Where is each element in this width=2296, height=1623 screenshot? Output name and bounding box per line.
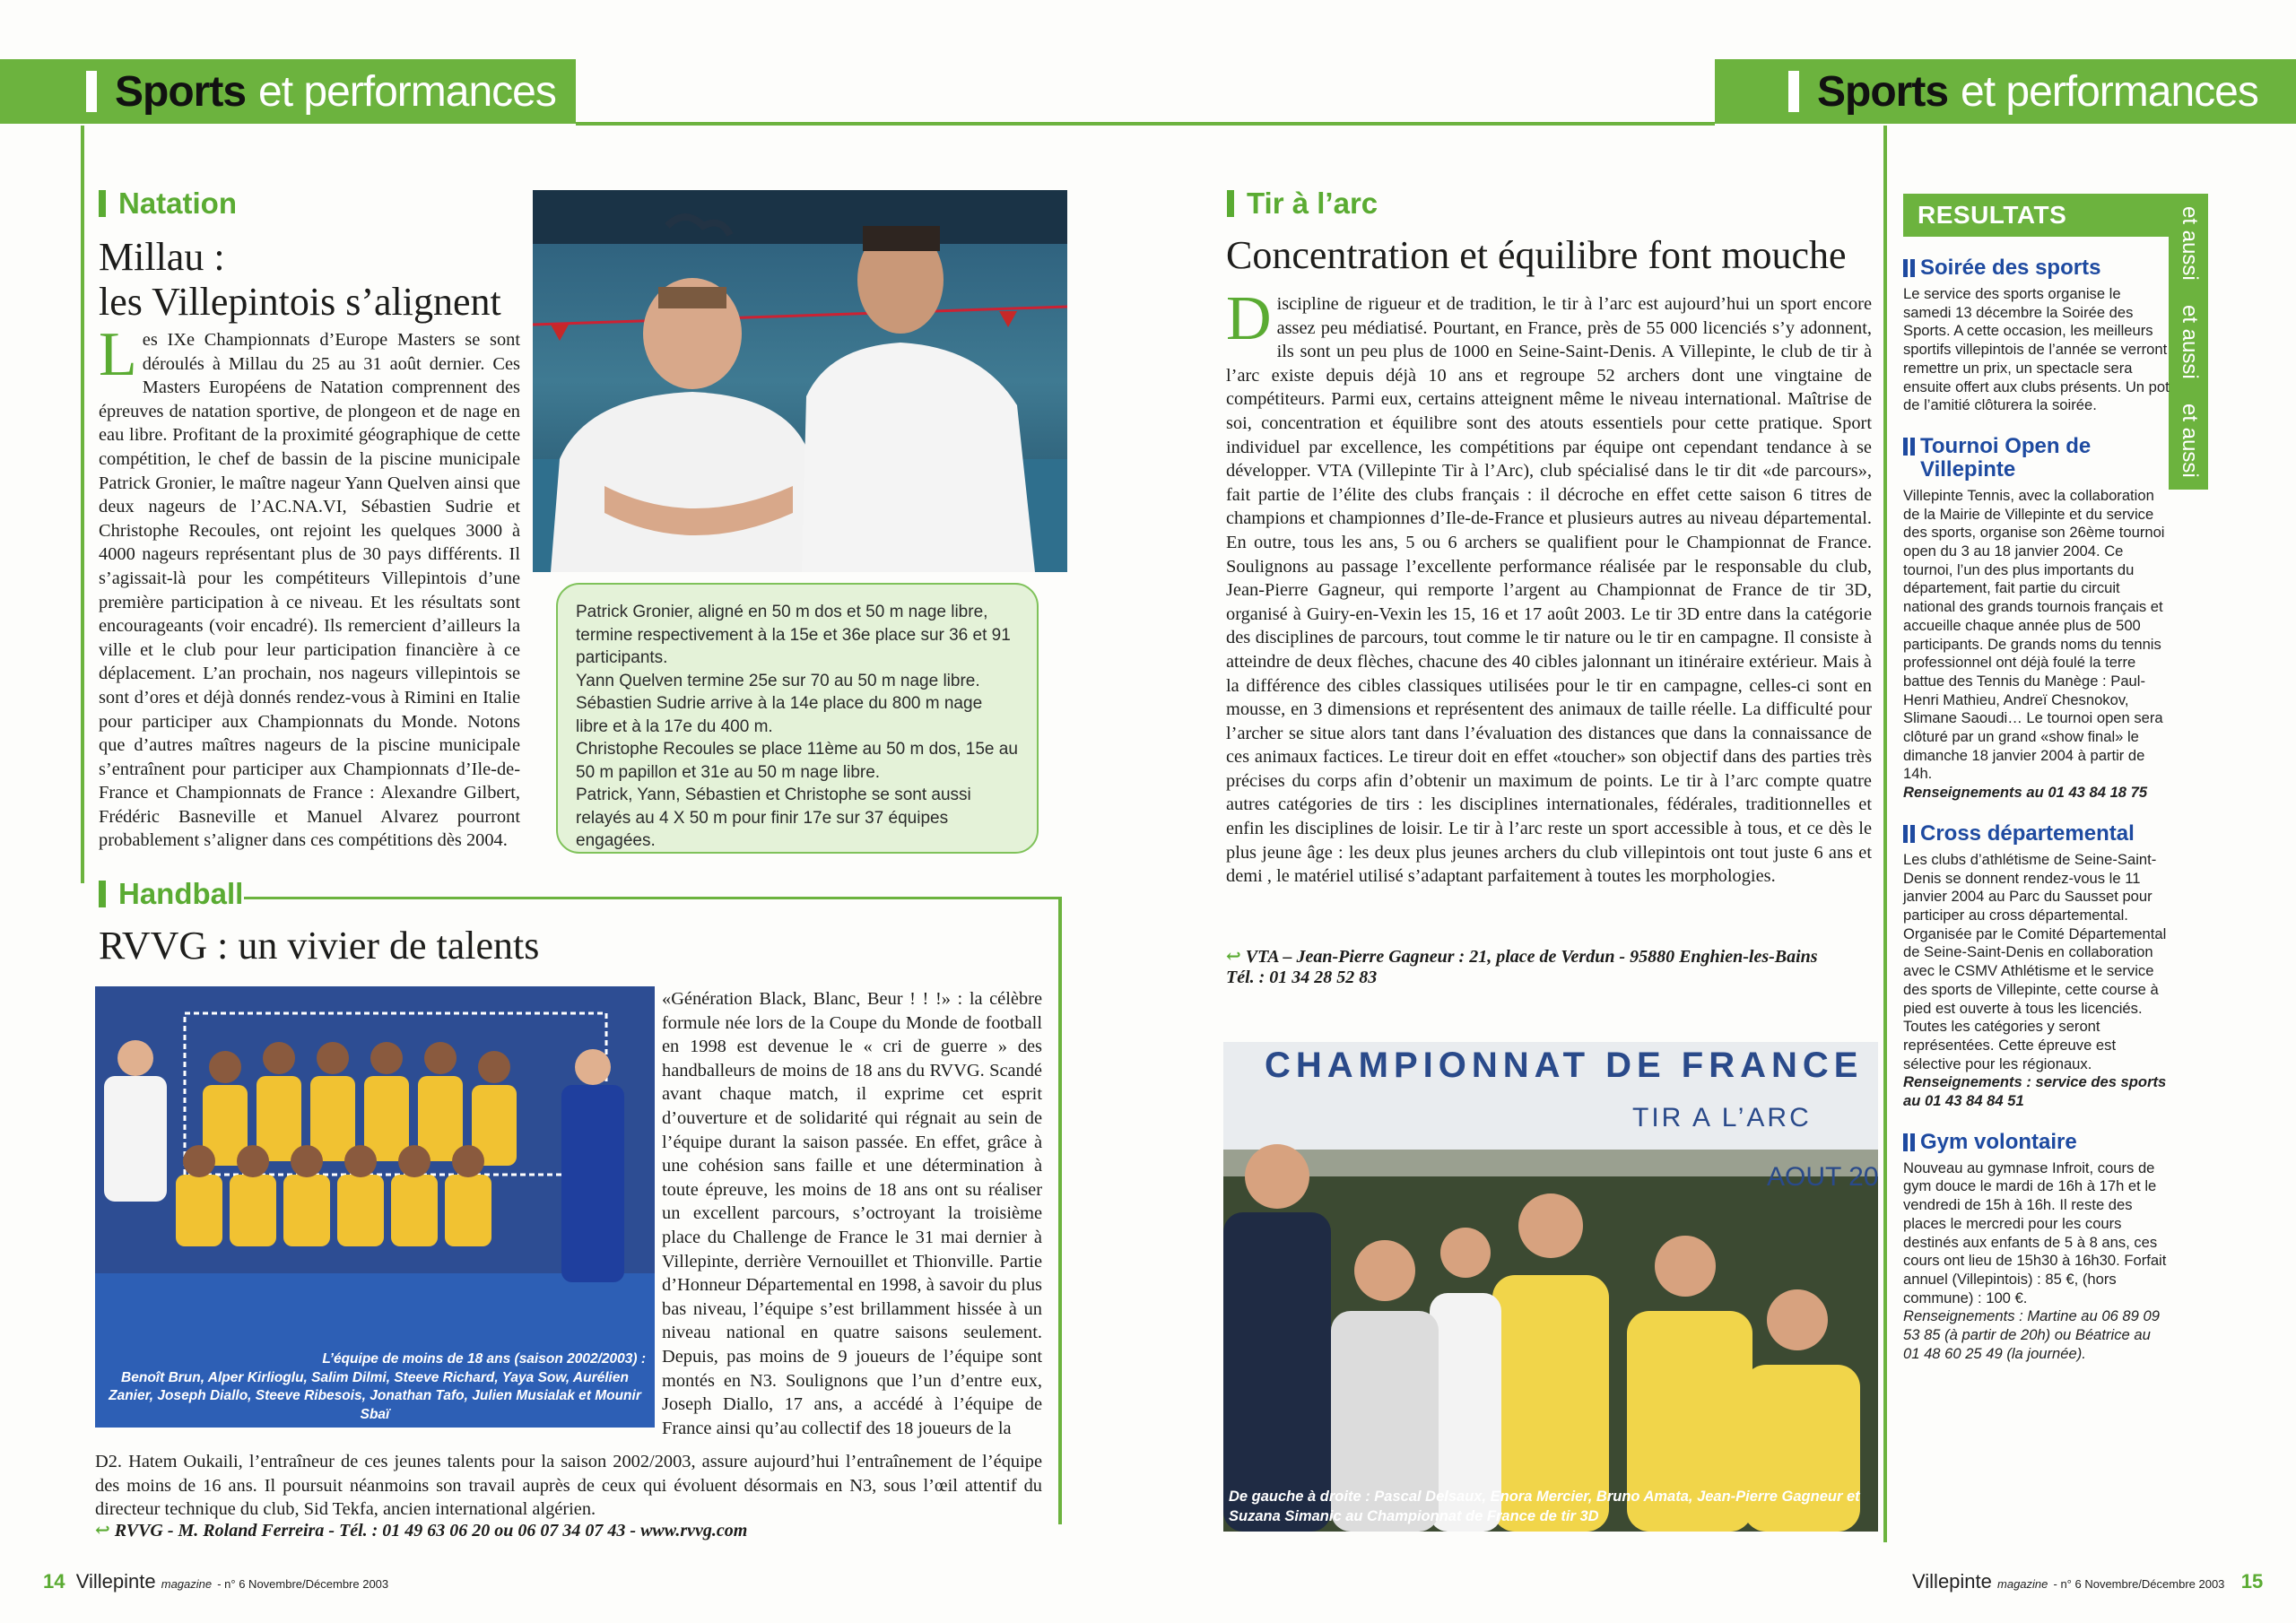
handball-right-rule: [1058, 897, 1062, 1524]
left-header-title: Sports et performances: [86, 59, 556, 124]
left-footer: 14 Villepinte magazine - n° 6 Novembre/Décembre 2003: [43, 1570, 389, 1593]
right-footer: Villepinte magazine - n° 6 Novembre/Décembre 2003 15: [1912, 1570, 2264, 1593]
handball-tag: Handball: [99, 877, 243, 911]
handball-headline: RVVG : un vivier de talents: [99, 924, 540, 968]
item-info-cross: Renseignements : service des sports au 01 43 84 84 51: [1903, 1073, 2167, 1110]
tir-body: Discipline de rigueur et de tradition, le tir à l’arc est aujourd’hui un sport encore assez peu médiatisé. Pourtant, en France, près de 55 000 licenciés s’y adonnent, ils sont un peu plus de 1000 en Seine-Saint-Denis. A Villepinte, le club de tir à l’arc existe depuis déjà 10 ans et regroupe 52 archers dont une vingtaine de compétiteurs. Parmi eux, certains atteignent même le niveau international. Maîtrise de soi, concentration et équilibre sont des atouts essentiels pour cette pratique. Sport individuel par excellence, les compétitions par équipe ont cependant tendance à se développer. VTA (Villepinte Tir à l’Arc), club spécialisé dans le tir dit «de parcours», fait partie de l’élite des clubs français : il décroche en effet cette saison 6 titres de champions et championnes d’Ile-de-France et plusieurs autres au niveau départemental. En outre, tous les ans, 5 ou 6 archers se qualifient pour le Championnat de France. Soulignons au passage l’excellente performance réalisée par le responsable du club, Jean-Pierre Gagneur, qui remporte l’argent au Championnat de France de tir 3D, organisé à Guiry-en-Vexin les 15, 16 et 17 août 2003. Le tir 3D entre dans la catégorie des disciplines de parcours, tout comme le tir nature ou le tir en campagne. Il consiste à atteindre de deux flèches, chacune des 40 cibles jalonnant un itinéraire extérieur. Mais à la différence des cibles classiques utilisées pour le tir en campagne, celles-ci sont en mousse, en 3 dimensions et représentent des animaux de taille réelle. La difficulté pour l’archer se situe alors tant dans l’évaluation des distances que dans la connaissance de ces animaux factices. Le tireur doit en effet «toucher» son objectif dans des parties très précises du corps afin d’obtenir un maximum de points. Le tir à l’arc compte quatre autres catégories de tirs : les disciplines internationales, fédérales, traditionnelles et enfin les disciplines de loisir. Le tir à l’arc reste un sport accessible à tous, et ce dès le plus jeune âge : les deux plus jeunes archers du club villepintois ont tout juste 6 ans et demi , le matériel utilisé s’adaptant parfaitement à toutes les morphologies.: [1226, 284, 1872, 887]
tir-contact: ↩ VTA – Jean-Pierre Gagneur : 21, place de Verdun - 95880 Enghien-les-Bains Tél. : 01 34 28 52 83: [1226, 947, 1818, 987]
natation-body: Les IXe Championnats d’Europe Masters se sont déroulés à Millau du 25 au 31 août dernier. Ces Masters Européens de Natation comprennent des épreuves de natation sportive, de plongeon et de nage en eau libre. Profitant de la proximité géographique de cette compétition, le chef de bassin de la piscine municipale Patrick Gronier, le maître nageur Yann Quelven ainsi que deux nageurs de l’AC.NA.VI, Sébastien Sudrie et Christophe Recoules, ont rejoint les quelques 3000 à 4000 nageurs représentant plus de 30 pays différents. Il s’agissait-là pour les compétiteurs Villepintois d’une première participation à ce niveau. Et les résultats sont encourageants (voir encadré). Ils remercient d’ailleurs la ville et le club pour leur participation financière à ce déplacement. L’an prochain, nos nageurs villepintois se sont d’ores et déjà donnés rendez-vous à Rimini en Italie pour participer aux Championnats du Monde. Notons que d’autres maîtres nageurs de la piscine municipale s’entraînent pour participer aux Championnats d’Ile-de-France et Championnats de France : Alexandre Gilbert, Frédéric Basneville et Manuel Alvarez pourront probablement s’aligner dans ces compétitions dès 2004.: [99, 320, 520, 851]
item-text-soiree: Le service des sports organise le samedi 13 décembre la Soirée des Sports. A cette occasion, les meilleurs sportifs villepintois de l’année se verront remettre un prix, un spectacle sera ensuite offert aux clubs présents. Un pot de l’amitié clôturera la soirée.: [1903, 285, 2170, 414]
handball-photo-caption: L’équipe de moins de 18 ans (saison 2002/2003) : Benoît Brun, Alper Kirlioglu, Salim Dilmi, Steeve Richard, Yaya Sow, Aurélien Zanier, Joseph Diallo, Steeve Ribesois, Jonathan Tafo, Julien Musialak et Mounir Sbaï: [109, 1351, 646, 1422]
natation-photo: [533, 190, 1067, 572]
tir-headline: Concentration et équilibre font mouche: [1226, 233, 1847, 277]
banner-text-3: AOUT 20: [1767, 1162, 1879, 1192]
left-vertical-rule: [81, 126, 84, 883]
handball-body-column: «Génération Black, Blanc, Beur ! ! !» : la célèbre formule née lors de la Coupe du Monde de football en 1998 est devenue le « cri de guerre » des handballeurs de moins de 18 ans du RVVG. Scandé avant chaque match, il exprime cet esprit d’ouverture et de solidarité qui régnait au sein de l’équipe durant la saison passée. En effet, grâce à une cohésion sans faille et une détermination à toute épreuve, les moins de 18 ans ont su réaliser un excellent parcours, s’octroyant la troisième place du Challenge de France le 31 mai dernier à Villepinte, derrière Vernouillet et Thionville. Partie d’Honneur Départemental en 1998, à savoir du plus bas niveau, l’équipe s’est brillamment hissée à un niveau national en quatre saisons seulement. Depuis, pas moins de 9 joueurs de l’équipe sont montés en N3. Soulignons que l’un d’entre eux, Joseph Diallo, 17 ans, a accédé à l’équipe de France ainsi qu’au collectif des 18 joueurs de la: [662, 989, 1042, 1438]
natation-tag: Natation: [99, 187, 237, 221]
handball-body-full: D2. Hatem Oukaili, l’entraîneur de ces jeunes talents pour la saison 2002/2003, assure aujourd’hui l’entraînement de l’équipe des moins de 16 ans. Il poursuit néanmoins son travail auprès de ceux qui évoluent désormais en N3, sous l’œil attentif du directeur technique du club, Sid Tekfa, ancien international algérien.: [95, 1452, 1042, 1520]
handball-contact: ↩ RVVG - M. Roland Ferreira - Tél. : 01 49 63 06 20 ou 06 07 34 07 43 - www.rvvg.com: [95, 1521, 748, 1541]
item-info-tournoi: Renseignements au 01 43 84 18 75: [1903, 784, 2148, 802]
sidebar-left-rule: [1883, 126, 1887, 1542]
item-title-soiree: Soirée des sports: [1903, 256, 2170, 280]
banner-text-2: TIR A L’ARC: [1632, 1103, 1812, 1133]
item-text-gym: Nouveau au gymnase Infroit, cours de gym douce le mardi de 16h à 17h et le vendredi de 15h à 16h. Il reste des places le mercredi pour les cours destinés aux enfants de 5 à 8 ans, ces cours ont lieu de 15h30 à 16h30. Forfait annuel (Villepintois) : 85 €, (hors commune) : 100 €.: [1903, 1159, 2167, 1306]
header-rule: [576, 122, 1715, 126]
item-info-gym: Renseignements : Martine au 06 89 09 53 85 (à partir de 20h) ou Béatrice au 01 48 60 25 49 (la journée).: [1903, 1307, 2160, 1362]
et-aussi-strip-text: et aussi et aussi et aussi: [2178, 205, 2202, 478]
item-title-cross: Cross départemental: [1903, 822, 2170, 846]
banner-text-1: CHAMPIONNAT DE FRANCE: [1265, 1046, 1864, 1085]
tir-tag: Tir à l’arc: [1227, 187, 1378, 221]
natation-headline: Millau : les Villepintois s’alignent: [99, 235, 501, 324]
results-sidebar: [1903, 194, 2170, 1363]
item-title-tournoi: Tournoi Open de Villepinte: [1903, 435, 2170, 482]
item-title-gym: Gym volontaire: [1903, 1131, 2170, 1154]
natation-results-box: Patrick Gronier, aligné en 50 m dos et 50 m nage libre, termine respectivement à la 15e et 36e place sur 36 et 91 participants. Yann Quelven termine 25e sur 70 au 50 m nage libre. Sébastien Sudrie arrive à la 14e place du 800 m nage libre et à la 17e du 400 m. Christophe Recoules se place 11ème au 50 m dos, 15e au 50 m papillon et 31e au 50 m nage libre. Patrick, Yann, Sébastien et Christophe se sont aussi relayés au 4 X 50 m pour finir 17e sur 37 équipes engagées.: [556, 583, 1039, 854]
item-text-cross: Les clubs d’athlétisme de Seine-Saint-Denis se donnent rendez-vous le 11 janvier 2004 au Parc du Sausset pour participer au cross départemental. Organisée par le Comité Départemental de Seine-Saint-Denis en collaboration avec le CSMV Athlétisme et le service des sports de Villepinte, cette course à pied est ouverte à tous les licenciés. Toutes les catégories y seront représentées. Cette épreuve est sélective pour les régionaux.: [1903, 850, 2167, 1072]
item-text-tournoi: Villepinte Tennis, avec la collaboration de la Mairie de Villepinte et du service des sports, organise son 26ème tournoi open du 3 au 18 janvier 2004. Ce tournoi, l’un des plus importants du département, fait partie du circuit national des grands tournois français et accueille chaque année plus de 500 participants. De grands noms du tennis professionnel ont déjà foulé la terre battue des Tennis du Manège : Paul-Henri Mathieu, Andreï Chesnokov, Slimane Saoudi… Le tournoi open sera clôturé par un grand «show final» le dimanche 18 janvier 2004 à partir de 14h.: [1903, 486, 2165, 783]
results-title: RESULTATS: [1903, 194, 2170, 237]
right-header-title: Sports et performances: [1788, 59, 2258, 124]
handball-rule: [244, 897, 1062, 899]
archery-photo-caption: De gauche à droite : Pascal Delsaux, Enora Mercier, Bruno Amata, Jean-Pierre Gagneur et Suzana Simanic au Championnat de France de tir 3D: [1229, 1488, 1860, 1524]
